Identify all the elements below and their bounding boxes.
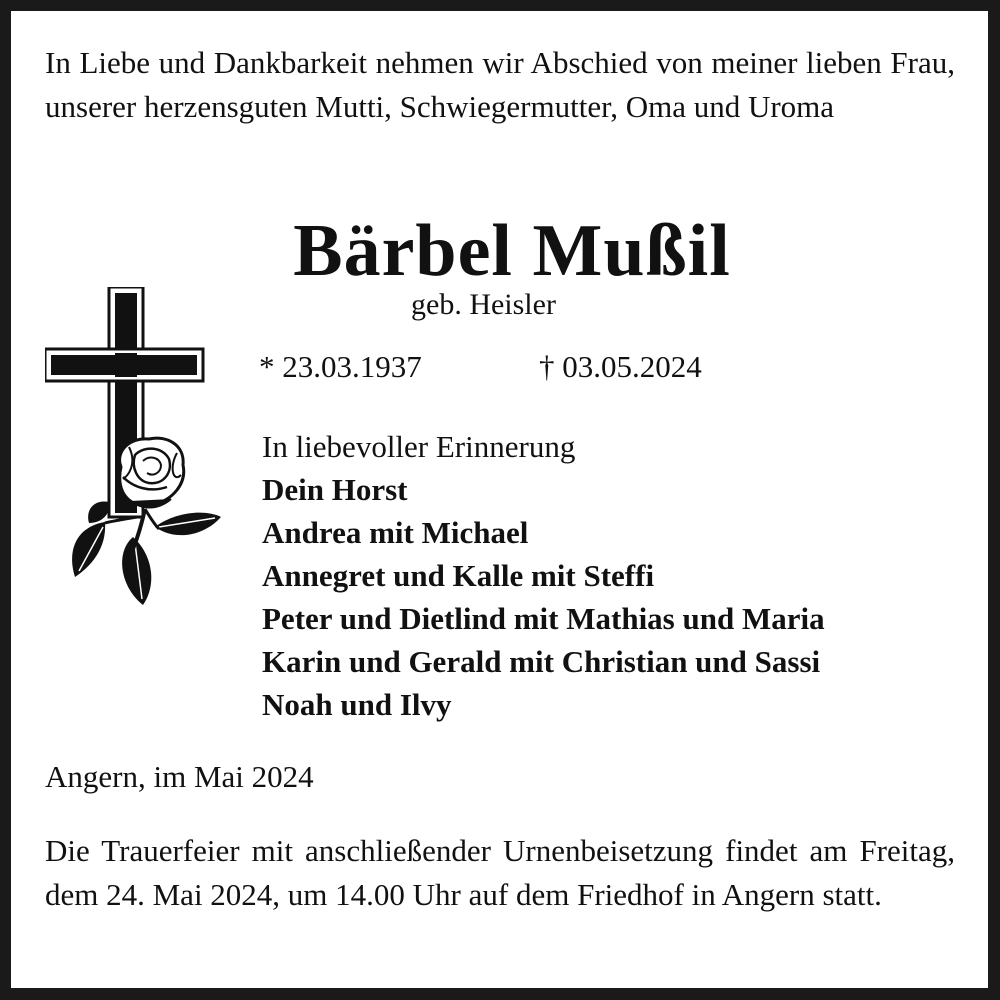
mourner-line: Noah und Ilvy (262, 687, 452, 722)
mourner-line: Karin und Gerald mit Christian und Sassi (262, 644, 821, 679)
mourner-line: Peter und Dietlind mit Mathias und Maria (262, 601, 825, 636)
mourner-line: Annegret und Kalle mit Steffi (262, 558, 655, 593)
intro-text: In Liebe und Dankbarkeit nehmen wir Abschied von meiner lieben Frau, unserer herzensguten Mutti, Schwiegermutter, Oma und Uroma (45, 45, 955, 124)
place-and-date: Angern, im Mai 2024 (45, 759, 314, 794)
funeral-details: Die Trauerfeier mit anschließender Urnenbeisetzung findet am Freitag, dem 24. Mai 2024, um 14.00 Uhr auf dem Friedhof in Angern statt. (45, 833, 955, 912)
mourners-block (262, 425, 825, 726)
remembrance-line: In liebevoller Erinnerung (262, 429, 576, 464)
birth-date: * 23.03.1937 (259, 349, 422, 384)
obituary-card (11, 11, 988, 988)
mourner-line: Dein Horst (262, 472, 408, 507)
birth-name: geb. Heisler (411, 288, 556, 321)
deceased-name: Bärbel Mußil (293, 210, 731, 292)
mourner-line: Andrea mit Michael (262, 515, 529, 550)
rose-icon (72, 438, 221, 605)
cross-with-rose-icon (45, 287, 225, 617)
death-date: † 03.05.2024 (539, 349, 702, 384)
